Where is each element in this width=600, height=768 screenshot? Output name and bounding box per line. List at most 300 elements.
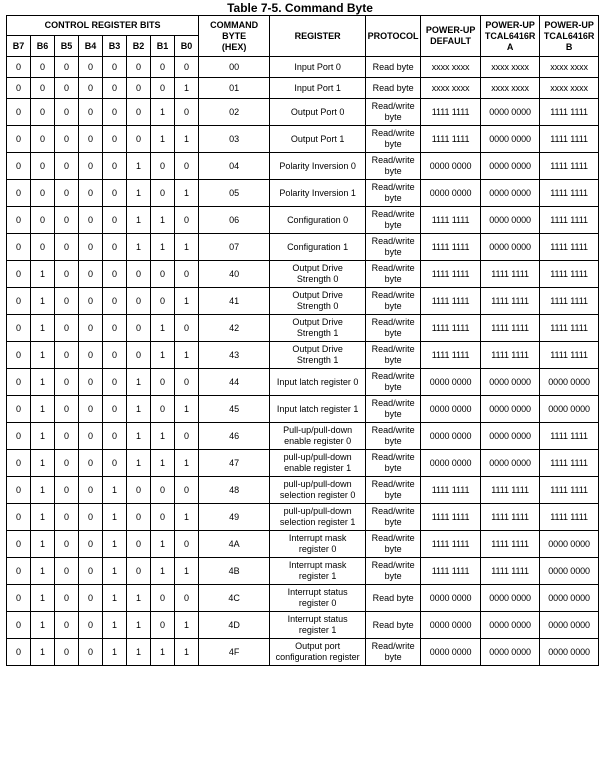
register-cell-line: Interrupt status (287, 587, 348, 597)
bit-cell-b2: 1 (127, 423, 151, 450)
protocol-cell-line: Read/write (371, 101, 415, 111)
protocol-header: PROTOCOL (366, 16, 421, 57)
bit-cell-b3: 1 (103, 477, 127, 504)
bit-cell-b0: 0 (175, 57, 199, 78)
register-cell (270, 126, 366, 153)
register-cell (270, 180, 366, 207)
bit-cell-b1: 1 (151, 99, 175, 126)
protocol-cell-line: Read/write (371, 533, 415, 543)
power-up-b-cell: 1111 1111 (540, 315, 599, 342)
table-row (7, 78, 599, 99)
bit-cell-b0: 1 (175, 504, 199, 531)
protocol-cell (366, 558, 421, 585)
register-cell-line: enable register 1 (284, 463, 352, 473)
bit-cell-b5: 0 (55, 99, 79, 126)
bit-cell-b0: 0 (175, 369, 199, 396)
power-up-a-cell: 1111 1111 (481, 342, 540, 369)
bit-cell-b0: 0 (175, 531, 199, 558)
power-up-a-cell: 0000 0000 (481, 207, 540, 234)
register-cell-line: Strength 1 (296, 328, 339, 338)
protocol-cell-line: Read/write (371, 371, 415, 381)
protocol-cell-line: Read/write (371, 263, 415, 273)
table-row (7, 450, 599, 477)
register-cell (270, 57, 366, 78)
command-hex-cell: 04 (199, 153, 270, 180)
bit-cell-b4: 0 (79, 234, 103, 261)
register-cell-line: Output Port 0 (290, 106, 345, 117)
power-up-b-cell: 1111 1111 (540, 126, 599, 153)
table-row (7, 369, 599, 396)
bit-cell-b7: 0 (7, 612, 31, 639)
protocol-cell-line: Read/write (371, 452, 415, 462)
power-up-a-cell: 0000 0000 (481, 396, 540, 423)
bit-cell-b0: 0 (175, 423, 199, 450)
bit-cell-b7: 0 (7, 342, 31, 369)
bit-cell-b3: 1 (103, 558, 127, 585)
table-row (7, 504, 599, 531)
bit-cell-b3: 1 (103, 531, 127, 558)
bit-cell-b2: 1 (127, 180, 151, 207)
power-up-default-header (421, 16, 481, 57)
table-row (7, 126, 599, 153)
bit-cell-b3: 0 (103, 315, 127, 342)
protocol-cell-line: byte (384, 166, 402, 176)
bit-cell-b0: 1 (175, 639, 199, 666)
power-up-b-cell: 0000 0000 (540, 639, 599, 666)
register-cell-line: Strength 0 (296, 301, 339, 311)
bit-cell-b1: 0 (151, 612, 175, 639)
bit-cell-b5: 0 (55, 423, 79, 450)
table-row (7, 342, 599, 369)
bit-cell-b1: 0 (151, 180, 175, 207)
bit-header-b5: B5 (55, 36, 79, 57)
protocol-cell-line: Read/write (371, 344, 415, 354)
register-cell (270, 396, 366, 423)
table-body (7, 57, 599, 666)
bit-cell-b6: 0 (31, 234, 55, 261)
command-hex-cell: 4A (199, 531, 270, 558)
bit-cell-b3: 0 (103, 261, 127, 288)
protocol-cell (366, 180, 421, 207)
power-up-b-cell: 1111 1111 (540, 450, 599, 477)
bit-cell-b1: 1 (151, 423, 175, 450)
bit-cell-b6: 1 (31, 261, 55, 288)
power-up-b-cell: 1111 1111 (540, 99, 599, 126)
register-cell-line: Configuration 0 (287, 214, 349, 225)
bit-cell-b5: 0 (55, 558, 79, 585)
register-cell (270, 531, 366, 558)
bit-cell-b2: 0 (127, 342, 151, 369)
power-up-a-cell: 0000 0000 (481, 234, 540, 261)
register-cell-line: pull-up/pull-down (283, 506, 352, 516)
protocol-cell-line: Read/write (371, 155, 415, 165)
register-cell-line: configuration register (275, 652, 360, 662)
bit-cell-b4: 0 (79, 207, 103, 234)
bit-cell-b6: 1 (31, 369, 55, 396)
power-up-b-header-line: TCAL6416R (543, 30, 595, 41)
bit-cell-b6: 0 (31, 99, 55, 126)
table-row (7, 612, 599, 639)
bit-cell-b4: 0 (79, 261, 103, 288)
command-hex-cell: 02 (199, 99, 270, 126)
power-up-b-header-line: POWER-UP (544, 19, 594, 30)
bit-cell-b0: 1 (175, 288, 199, 315)
bit-cell-b4: 0 (79, 78, 103, 99)
bit-cell-b0: 0 (175, 153, 199, 180)
bit-cell-b4: 0 (79, 477, 103, 504)
bit-cell-b2: 0 (127, 288, 151, 315)
bit-cell-b5: 0 (55, 342, 79, 369)
bit-cell-b0: 0 (175, 585, 199, 612)
register-cell (270, 153, 366, 180)
bit-cell-b1: 1 (151, 234, 175, 261)
bit-cell-b7: 0 (7, 639, 31, 666)
bit-cell-b6: 1 (31, 423, 55, 450)
protocol-cell-line: byte (384, 220, 402, 230)
bit-cell-b4: 0 (79, 504, 103, 531)
bit-cell-b5: 0 (55, 369, 79, 396)
bit-cell-b2: 0 (127, 477, 151, 504)
bit-header-b3: B3 (103, 36, 127, 57)
bit-cell-b2: 0 (127, 531, 151, 558)
protocol-cell (366, 207, 421, 234)
protocol-cell-line: Read/write (371, 506, 415, 516)
power-up-a-cell: xxxx xxxx (481, 57, 540, 78)
bit-cell-b3: 1 (103, 612, 127, 639)
command-hex-cell: 40 (199, 261, 270, 288)
bit-cell-b2: 0 (127, 504, 151, 531)
power-up-a-cell: 0000 0000 (481, 639, 540, 666)
bit-cell-b3: 0 (103, 423, 127, 450)
power-up-a-cell: 0000 0000 (481, 585, 540, 612)
protocol-cell (366, 99, 421, 126)
protocol-cell-line: byte (384, 436, 402, 446)
bit-cell-b6: 1 (31, 585, 55, 612)
bit-cell-b5: 0 (55, 57, 79, 78)
bit-cell-b6: 1 (31, 288, 55, 315)
register-cell (270, 288, 366, 315)
bit-cell-b1: 0 (151, 78, 175, 99)
register-cell-line: Input Port 0 (294, 61, 341, 72)
protocol-cell-line: byte (384, 517, 402, 527)
bit-cell-b1: 0 (151, 369, 175, 396)
protocol-cell (366, 504, 421, 531)
power-up-default-header-line: POWER-UP (425, 25, 476, 35)
bit-cell-b0: 1 (175, 558, 199, 585)
register-cell-line: Output Drive (292, 317, 343, 327)
protocol-cell-line: Read/write (371, 479, 415, 489)
bit-cell-b6: 1 (31, 531, 55, 558)
bit-cell-b6: 1 (31, 639, 55, 666)
protocol-cell-line: Read/write (371, 560, 415, 570)
register-cell-line: Pull-up/pull-down (283, 425, 353, 435)
bit-cell-b4: 0 (79, 585, 103, 612)
protocol-cell-line: Read/write (371, 641, 415, 651)
power-up-b-cell: 1111 1111 (540, 423, 599, 450)
bit-cell-b3: 1 (103, 585, 127, 612)
bit-cell-b4: 0 (79, 639, 103, 666)
command-hex-cell: 48 (199, 477, 270, 504)
power-up-b-cell: 1111 1111 (540, 207, 599, 234)
power-up-b-cell: 0000 0000 (540, 612, 599, 639)
power-up-default-cell: 0000 0000 (421, 639, 481, 666)
power-up-b-cell: 1111 1111 (540, 261, 599, 288)
command-hex-cell: 45 (199, 396, 270, 423)
register-cell-line: Output Drive (292, 344, 343, 354)
register-cell (270, 450, 366, 477)
register-cell (270, 369, 366, 396)
power-up-default-cell: 1111 1111 (421, 126, 481, 153)
protocol-cell-line: byte (384, 247, 402, 257)
power-up-a-cell: 0000 0000 (481, 99, 540, 126)
power-up-default-cell: 0000 0000 (421, 369, 481, 396)
register-cell-line: Interrupt status (287, 614, 348, 624)
bit-cell-b7: 0 (7, 126, 31, 153)
bit-cell-b1: 1 (151, 558, 175, 585)
power-up-default-cell: 1111 1111 (421, 315, 481, 342)
bit-cell-b2: 0 (127, 261, 151, 288)
bit-cell-b5: 0 (55, 612, 79, 639)
register-cell-line: Interrupt mask (288, 533, 347, 543)
protocol-cell (366, 639, 421, 666)
power-up-b-cell: 1111 1111 (540, 153, 599, 180)
protocol-cell-line: byte (384, 139, 402, 149)
command-hex-cell: 4C (199, 585, 270, 612)
bit-cell-b2: 0 (127, 99, 151, 126)
register-cell-line: Input latch register 0 (276, 376, 359, 387)
bit-cell-b4: 0 (79, 423, 103, 450)
table-row (7, 477, 599, 504)
bit-cell-b4: 0 (79, 315, 103, 342)
power-up-b-cell: 0000 0000 (540, 369, 599, 396)
protocol-cell-line: Read/write (371, 182, 415, 192)
bit-cell-b7: 0 (7, 450, 31, 477)
power-up-default-cell: 1111 1111 (421, 342, 481, 369)
bit-cell-b4: 0 (79, 180, 103, 207)
bit-cell-b4: 0 (79, 396, 103, 423)
power-up-b-cell: 0000 0000 (540, 558, 599, 585)
command-hex-cell: 03 (199, 126, 270, 153)
command-hex-cell: 4B (199, 558, 270, 585)
power-up-default-cell: 1111 1111 (421, 207, 481, 234)
power-up-a-header (481, 16, 540, 57)
bit-cell-b5: 0 (55, 585, 79, 612)
bit-cell-b6: 1 (31, 558, 55, 585)
register-cell-line: register 1 (298, 571, 337, 581)
register-cell (270, 585, 366, 612)
register-cell (270, 558, 366, 585)
power-up-default-cell: 1111 1111 (421, 261, 481, 288)
protocol-cell-line: Read/write (371, 209, 415, 219)
bit-cell-b4: 0 (79, 288, 103, 315)
bit-cell-b6: 1 (31, 315, 55, 342)
table-row (7, 396, 599, 423)
bit-cell-b7: 0 (7, 261, 31, 288)
bit-cell-b3: 0 (103, 180, 127, 207)
command-hex-cell: 47 (199, 450, 270, 477)
protocol-cell (366, 423, 421, 450)
power-up-a-cell: 1111 1111 (481, 288, 540, 315)
bit-cell-b1: 1 (151, 450, 175, 477)
power-up-default-cell: 0000 0000 (421, 450, 481, 477)
bit-cell-b2: 1 (127, 396, 151, 423)
protocol-cell (366, 315, 421, 342)
command-hex-cell: 41 (199, 288, 270, 315)
bit-cell-b6: 0 (31, 207, 55, 234)
bit-cell-b0: 1 (175, 126, 199, 153)
command-hex-cell: 44 (199, 369, 270, 396)
bit-cell-b2: 1 (127, 207, 151, 234)
protocol-cell (366, 153, 421, 180)
bit-cell-b2: 0 (127, 57, 151, 78)
bit-cell-b5: 0 (55, 504, 79, 531)
protocol-cell-line: byte (384, 463, 402, 473)
bit-cell-b0: 0 (175, 477, 199, 504)
bit-header-b0: B0 (175, 36, 199, 57)
table-row (7, 531, 599, 558)
bit-cell-b5: 0 (55, 126, 79, 153)
bit-cell-b4: 0 (79, 153, 103, 180)
bit-cell-b2: 1 (127, 585, 151, 612)
bit-cell-b6: 0 (31, 57, 55, 78)
table-row (7, 558, 599, 585)
bit-cell-b7: 0 (7, 288, 31, 315)
bit-cell-b4: 0 (79, 369, 103, 396)
bit-cell-b0: 0 (175, 99, 199, 126)
bit-cell-b3: 0 (103, 288, 127, 315)
power-up-default-cell: 0000 0000 (421, 585, 481, 612)
register-cell-line: Configuration 1 (287, 241, 349, 252)
power-up-a-cell: 1111 1111 (481, 531, 540, 558)
register-cell (270, 342, 366, 369)
bit-cell-b6: 1 (31, 450, 55, 477)
register-cell (270, 639, 366, 666)
bit-cell-b7: 0 (7, 531, 31, 558)
register-cell (270, 78, 366, 99)
power-up-default-cell: xxxx xxxx (421, 57, 481, 78)
bit-cell-b7: 0 (7, 207, 31, 234)
power-up-a-cell: 1111 1111 (481, 558, 540, 585)
protocol-cell (366, 342, 421, 369)
bit-header-b7: B7 (7, 36, 31, 57)
command-hex-cell: 07 (199, 234, 270, 261)
protocol-cell (366, 477, 421, 504)
protocol-cell-line: Read/write (371, 236, 415, 246)
power-up-default-cell: 0000 0000 (421, 612, 481, 639)
bit-cell-b7: 0 (7, 558, 31, 585)
bit-cell-b5: 0 (55, 531, 79, 558)
bit-header-b6: B6 (31, 36, 55, 57)
power-up-a-cell: 0000 0000 (481, 423, 540, 450)
command-byte-header-line: (HEX) (221, 41, 247, 52)
power-up-default-cell: 1111 1111 (421, 504, 481, 531)
power-up-default-cell: xxxx xxxx (421, 78, 481, 99)
bit-cell-b2: 0 (127, 558, 151, 585)
bit-cell-b6: 0 (31, 153, 55, 180)
protocol-cell (366, 369, 421, 396)
bit-cell-b2: 0 (127, 126, 151, 153)
bit-cell-b7: 0 (7, 423, 31, 450)
bit-cell-b6: 0 (31, 126, 55, 153)
power-up-a-cell: 1111 1111 (481, 477, 540, 504)
bit-cell-b0: 1 (175, 396, 199, 423)
protocol-cell-line: Read byte (372, 61, 414, 72)
power-up-b-cell: xxxx xxxx (540, 57, 599, 78)
bit-cell-b5: 0 (55, 477, 79, 504)
bit-cell-b7: 0 (7, 180, 31, 207)
bit-cell-b7: 0 (7, 234, 31, 261)
bit-cell-b1: 0 (151, 288, 175, 315)
bit-cell-b4: 0 (79, 342, 103, 369)
bit-cell-b7: 0 (7, 369, 31, 396)
table-row (7, 180, 599, 207)
protocol-cell-line: byte (384, 112, 402, 122)
power-up-default-cell: 0000 0000 (421, 423, 481, 450)
power-up-a-header-line: POWER-UP (485, 19, 535, 30)
register-cell-line: register 0 (298, 544, 337, 554)
bit-cell-b2: 1 (127, 639, 151, 666)
protocol-cell-line: Read/write (371, 398, 415, 408)
protocol-cell (366, 234, 421, 261)
protocol-cell (366, 585, 421, 612)
protocol-cell-line: byte (384, 328, 402, 338)
register-cell-line: pull-up/pull-down (283, 479, 352, 489)
register-cell (270, 261, 366, 288)
power-up-b-cell: 1111 1111 (540, 180, 599, 207)
power-up-a-cell: 0000 0000 (481, 612, 540, 639)
bit-cell-b3: 0 (103, 450, 127, 477)
table-row (7, 288, 599, 315)
power-up-default-cell: 1111 1111 (421, 288, 481, 315)
bit-cell-b3: 0 (103, 126, 127, 153)
register-cell-line: Output Drive (292, 263, 343, 273)
register-cell-line: register 0 (298, 598, 337, 608)
register-cell-line: selection register 1 (279, 517, 356, 527)
protocol-cell-line: Read/write (371, 128, 415, 138)
header-row-top (7, 16, 599, 36)
table-row (7, 207, 599, 234)
power-up-default-cell: 1111 1111 (421, 234, 481, 261)
protocol-cell-line: Read byte (372, 592, 414, 603)
command-byte-header (199, 16, 270, 57)
register-cell-line: Output Port 1 (290, 133, 345, 144)
power-up-default-cell: 1111 1111 (421, 531, 481, 558)
power-up-a-cell: 0000 0000 (481, 450, 540, 477)
bit-cell-b7: 0 (7, 504, 31, 531)
bit-cell-b3: 0 (103, 57, 127, 78)
bit-header-b4: B4 (79, 36, 103, 57)
table-caption: Table 7-5. Command Byte (227, 1, 373, 15)
bit-cell-b6: 0 (31, 78, 55, 99)
protocol-cell-line: byte (384, 193, 402, 203)
bit-cell-b0: 1 (175, 450, 199, 477)
power-up-b-cell: 1111 1111 (540, 504, 599, 531)
table-row (7, 423, 599, 450)
power-up-a-cell: 0000 0000 (481, 369, 540, 396)
protocol-cell (366, 288, 421, 315)
protocol-cell-line: Read/write (371, 425, 415, 435)
register-cell-line: Output Drive (292, 290, 343, 300)
power-up-a-cell: 0000 0000 (481, 153, 540, 180)
bit-cell-b0: 1 (175, 234, 199, 261)
table-row (7, 261, 599, 288)
bit-cell-b6: 1 (31, 477, 55, 504)
power-up-a-header-line: A (506, 41, 514, 52)
power-up-a-cell: 0000 0000 (481, 126, 540, 153)
bit-cell-b0: 1 (175, 342, 199, 369)
power-up-a-cell: 0000 0000 (481, 180, 540, 207)
power-up-a-cell: xxxx xxxx (481, 78, 540, 99)
